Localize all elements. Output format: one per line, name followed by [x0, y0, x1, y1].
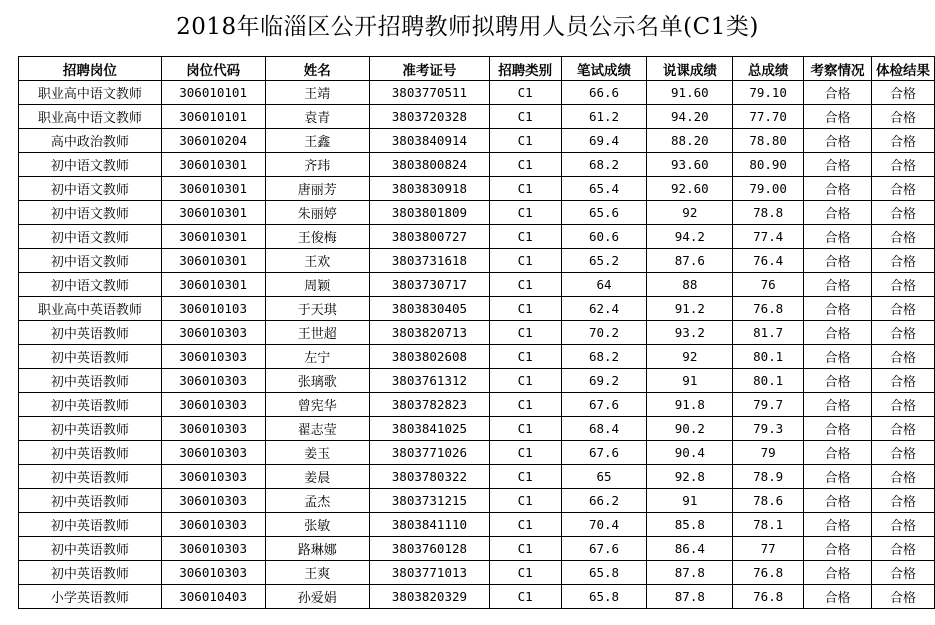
cell-exam-ticket: 3803841110	[370, 513, 490, 537]
cell-written-score: 64	[561, 273, 647, 297]
cell-category: C1	[489, 369, 561, 393]
table-row	[19, 201, 935, 225]
cell-category: C1	[489, 537, 561, 561]
cell-medical: 合格	[871, 585, 934, 609]
cell-inspection: 合格	[804, 465, 872, 489]
cell-name: 王鑫	[265, 129, 370, 153]
cell-medical: 合格	[871, 249, 934, 273]
table-row	[19, 345, 935, 369]
table-row	[19, 249, 935, 273]
cell-written-score: 65.4	[561, 177, 647, 201]
cell-category: C1	[489, 105, 561, 129]
table-row	[19, 369, 935, 393]
cell-lecture-score: 94.2	[647, 225, 733, 249]
cell-position: 高中政治教师	[19, 129, 162, 153]
cell-lecture-score: 94.20	[647, 105, 733, 129]
cell-name: 翟志莹	[265, 417, 370, 441]
cell-medical: 合格	[871, 417, 934, 441]
cell-position-code: 306010101	[161, 105, 265, 129]
cell-total-score: 80.90	[733, 153, 804, 177]
cell-written-score: 61.2	[561, 105, 647, 129]
table-row	[19, 393, 935, 417]
cell-position: 初中英语教师	[19, 441, 162, 465]
cell-written-score: 65.8	[561, 585, 647, 609]
cell-written-score: 62.4	[561, 297, 647, 321]
table-header-row	[19, 57, 935, 81]
cell-name: 张璃歌	[265, 369, 370, 393]
cell-total-score: 78.6	[733, 489, 804, 513]
cell-position-code: 306010301	[161, 153, 265, 177]
cell-category: C1	[489, 321, 561, 345]
cell-lecture-score: 88.20	[647, 129, 733, 153]
cell-name: 唐丽芳	[265, 177, 370, 201]
cell-lecture-score: 91.2	[647, 297, 733, 321]
cell-name: 王爽	[265, 561, 370, 585]
table-row	[19, 537, 935, 561]
cell-exam-ticket: 3803731215	[370, 489, 490, 513]
table-row	[19, 297, 935, 321]
cell-inspection: 合格	[804, 297, 872, 321]
cell-position-code: 306010403	[161, 585, 265, 609]
cell-position-code: 306010303	[161, 513, 265, 537]
cell-inspection: 合格	[804, 321, 872, 345]
cell-lecture-score: 87.6	[647, 249, 733, 273]
cell-total-score: 79.7	[733, 393, 804, 417]
cell-medical: 合格	[871, 297, 934, 321]
cell-inspection: 合格	[804, 537, 872, 561]
cell-exam-ticket: 3803801809	[370, 201, 490, 225]
cell-medical: 合格	[871, 489, 934, 513]
cell-lecture-score: 91	[647, 369, 733, 393]
cell-name: 曾宪华	[265, 393, 370, 417]
cell-inspection: 合格	[804, 585, 872, 609]
cell-written-score: 65	[561, 465, 647, 489]
cell-lecture-score: 88	[647, 273, 733, 297]
cell-total-score: 76.4	[733, 249, 804, 273]
cell-exam-ticket: 3803760128	[370, 537, 490, 561]
cell-inspection: 合格	[804, 225, 872, 249]
cell-total-score: 78.9	[733, 465, 804, 489]
cell-inspection: 合格	[804, 441, 872, 465]
cell-inspection: 合格	[804, 345, 872, 369]
cell-lecture-score: 87.8	[647, 585, 733, 609]
table-row	[19, 465, 935, 489]
cell-exam-ticket: 3803730717	[370, 273, 490, 297]
cell-position-code: 306010303	[161, 441, 265, 465]
cell-category: C1	[489, 465, 561, 489]
cell-inspection: 合格	[804, 81, 872, 105]
cell-position: 初中英语教师	[19, 417, 162, 441]
cell-total-score: 77.70	[733, 105, 804, 129]
cell-medical: 合格	[871, 81, 934, 105]
cell-written-score: 66.6	[561, 81, 647, 105]
cell-lecture-score: 92	[647, 345, 733, 369]
header-inspection: 考察情况	[804, 57, 872, 81]
cell-name: 孟杰	[265, 489, 370, 513]
cell-inspection: 合格	[804, 417, 872, 441]
table-row	[19, 513, 935, 537]
table-row	[19, 177, 935, 201]
cell-category: C1	[489, 345, 561, 369]
cell-inspection: 合格	[804, 273, 872, 297]
cell-exam-ticket: 3803771026	[370, 441, 490, 465]
cell-total-score: 79.00	[733, 177, 804, 201]
cell-category: C1	[489, 153, 561, 177]
cell-exam-ticket: 3803820329	[370, 585, 490, 609]
header-position: 招聘岗位	[19, 57, 162, 81]
cell-position: 初中英语教师	[19, 561, 162, 585]
cell-name: 齐玮	[265, 153, 370, 177]
cell-position-code: 306010303	[161, 489, 265, 513]
cell-category: C1	[489, 417, 561, 441]
cell-medical: 合格	[871, 345, 934, 369]
cell-written-score: 70.4	[561, 513, 647, 537]
cell-total-score: 77	[733, 537, 804, 561]
cell-written-score: 68.2	[561, 345, 647, 369]
cell-medical: 合格	[871, 393, 934, 417]
header-position-code: 岗位代码	[161, 57, 265, 81]
header-exam-ticket: 准考证号	[370, 57, 490, 81]
cell-lecture-score: 93.60	[647, 153, 733, 177]
table-row	[19, 561, 935, 585]
cell-written-score: 67.6	[561, 537, 647, 561]
cell-total-score: 76.8	[733, 561, 804, 585]
cell-position: 职业高中英语教师	[19, 297, 162, 321]
cell-written-score: 65.2	[561, 249, 647, 273]
cell-lecture-score: 92.8	[647, 465, 733, 489]
cell-exam-ticket: 3803731618	[370, 249, 490, 273]
cell-name: 左宁	[265, 345, 370, 369]
cell-inspection: 合格	[804, 177, 872, 201]
cell-exam-ticket: 3803840914	[370, 129, 490, 153]
cell-written-score: 67.6	[561, 393, 647, 417]
cell-total-score: 79.3	[733, 417, 804, 441]
table-row	[19, 153, 935, 177]
cell-name: 孙爱娟	[265, 585, 370, 609]
cell-position: 初中英语教师	[19, 489, 162, 513]
cell-total-score: 79	[733, 441, 804, 465]
cell-medical: 合格	[871, 561, 934, 585]
table-row	[19, 321, 935, 345]
cell-inspection: 合格	[804, 105, 872, 129]
cell-total-score: 80.1	[733, 369, 804, 393]
table-row	[19, 417, 935, 441]
cell-name: 张敏	[265, 513, 370, 537]
cell-name: 姜玉	[265, 441, 370, 465]
header-lecture-score: 说课成绩	[647, 57, 733, 81]
cell-position-code: 306010303	[161, 537, 265, 561]
cell-position-code: 306010301	[161, 273, 265, 297]
cell-position: 初中语文教师	[19, 153, 162, 177]
cell-exam-ticket: 3803800727	[370, 225, 490, 249]
cell-position: 职业高中语文教师	[19, 81, 162, 105]
cell-total-score: 76	[733, 273, 804, 297]
table-row	[19, 273, 935, 297]
cell-position: 小学英语教师	[19, 585, 162, 609]
cell-written-score: 60.6	[561, 225, 647, 249]
cell-medical: 合格	[871, 321, 934, 345]
cell-position: 初中语文教师	[19, 201, 162, 225]
cell-category: C1	[489, 489, 561, 513]
cell-inspection: 合格	[804, 393, 872, 417]
cell-medical: 合格	[871, 177, 934, 201]
cell-position: 初中英语教师	[19, 321, 162, 345]
cell-lecture-score: 91	[647, 489, 733, 513]
cell-exam-ticket: 3803800824	[370, 153, 490, 177]
cell-exam-ticket: 3803761312	[370, 369, 490, 393]
cell-lecture-score: 92	[647, 201, 733, 225]
cell-exam-ticket: 3803782823	[370, 393, 490, 417]
cell-inspection: 合格	[804, 561, 872, 585]
table-row	[19, 81, 935, 105]
cell-position: 职业高中语文教师	[19, 105, 162, 129]
candidate-table	[18, 56, 935, 609]
cell-lecture-score: 91.60	[647, 81, 733, 105]
cell-position: 初中语文教师	[19, 249, 162, 273]
cell-lecture-score: 87.8	[647, 561, 733, 585]
cell-name: 朱丽婷	[265, 201, 370, 225]
cell-category: C1	[489, 441, 561, 465]
cell-position: 初中英语教师	[19, 345, 162, 369]
cell-name: 王靖	[265, 81, 370, 105]
cell-inspection: 合格	[804, 489, 872, 513]
cell-category: C1	[489, 249, 561, 273]
cell-medical: 合格	[871, 513, 934, 537]
cell-medical: 合格	[871, 225, 934, 249]
cell-medical: 合格	[871, 105, 934, 129]
cell-name: 王俊梅	[265, 225, 370, 249]
cell-exam-ticket: 3803830405	[370, 297, 490, 321]
cell-category: C1	[489, 201, 561, 225]
cell-written-score: 65.8	[561, 561, 647, 585]
cell-total-score: 78.1	[733, 513, 804, 537]
cell-total-score: 81.7	[733, 321, 804, 345]
cell-total-score: 76.8	[733, 297, 804, 321]
cell-written-score: 69.4	[561, 129, 647, 153]
cell-position: 初中语文教师	[19, 273, 162, 297]
cell-total-score: 78.80	[733, 129, 804, 153]
cell-inspection: 合格	[804, 369, 872, 393]
cell-name: 王世超	[265, 321, 370, 345]
cell-total-score: 76.8	[733, 585, 804, 609]
cell-written-score: 66.2	[561, 489, 647, 513]
cell-medical: 合格	[871, 465, 934, 489]
cell-medical: 合格	[871, 441, 934, 465]
cell-inspection: 合格	[804, 153, 872, 177]
cell-position: 初中语文教师	[19, 225, 162, 249]
cell-written-score: 68.2	[561, 153, 647, 177]
cell-category: C1	[489, 297, 561, 321]
cell-medical: 合格	[871, 129, 934, 153]
table-row	[19, 225, 935, 249]
cell-position-code: 306010103	[161, 297, 265, 321]
cell-medical: 合格	[871, 537, 934, 561]
cell-name: 周颖	[265, 273, 370, 297]
cell-category: C1	[489, 177, 561, 201]
cell-category: C1	[489, 129, 561, 153]
cell-position-code: 306010303	[161, 321, 265, 345]
cell-category: C1	[489, 225, 561, 249]
header-name: 姓名	[265, 57, 370, 81]
cell-name: 姜晨	[265, 465, 370, 489]
cell-category: C1	[489, 393, 561, 417]
cell-lecture-score: 86.4	[647, 537, 733, 561]
cell-written-score: 68.4	[561, 417, 647, 441]
cell-position-code: 306010303	[161, 345, 265, 369]
cell-position: 初中英语教师	[19, 537, 162, 561]
table-row	[19, 441, 935, 465]
header-written-score: 笔试成绩	[561, 57, 647, 81]
cell-position: 初中语文教师	[19, 177, 162, 201]
cell-position-code: 306010301	[161, 177, 265, 201]
cell-exam-ticket: 3803771013	[370, 561, 490, 585]
cell-position-code: 306010303	[161, 561, 265, 585]
cell-inspection: 合格	[804, 201, 872, 225]
table-row	[19, 129, 935, 153]
cell-position-code: 306010204	[161, 129, 265, 153]
cell-medical: 合格	[871, 153, 934, 177]
cell-total-score: 78.8	[733, 201, 804, 225]
cell-medical: 合格	[871, 201, 934, 225]
cell-lecture-score: 85.8	[647, 513, 733, 537]
cell-name: 于天琪	[265, 297, 370, 321]
cell-position-code: 306010303	[161, 369, 265, 393]
cell-category: C1	[489, 585, 561, 609]
cell-exam-ticket: 3803780322	[370, 465, 490, 489]
cell-name: 路琳娜	[265, 537, 370, 561]
cell-inspection: 合格	[804, 249, 872, 273]
cell-medical: 合格	[871, 369, 934, 393]
cell-position: 初中英语教师	[19, 393, 162, 417]
cell-position-code: 306010303	[161, 393, 265, 417]
cell-written-score: 65.6	[561, 201, 647, 225]
cell-lecture-score: 92.60	[647, 177, 733, 201]
header-medical: 体检结果	[871, 57, 934, 81]
cell-exam-ticket: 3803770511	[370, 81, 490, 105]
cell-position-code: 306010303	[161, 417, 265, 441]
cell-exam-ticket: 3803802608	[370, 345, 490, 369]
cell-name: 王欢	[265, 249, 370, 273]
cell-exam-ticket: 3803841025	[370, 417, 490, 441]
cell-category: C1	[489, 561, 561, 585]
cell-category: C1	[489, 513, 561, 537]
cell-written-score: 70.2	[561, 321, 647, 345]
cell-inspection: 合格	[804, 513, 872, 537]
cell-position-code: 306010301	[161, 249, 265, 273]
cell-position-code: 306010301	[161, 201, 265, 225]
cell-category: C1	[489, 273, 561, 297]
cell-inspection: 合格	[804, 129, 872, 153]
cell-position: 初中英语教师	[19, 369, 162, 393]
header-category: 招聘类别	[489, 57, 561, 81]
table-row	[19, 105, 935, 129]
cell-lecture-score: 90.2	[647, 417, 733, 441]
cell-position-code: 306010101	[161, 81, 265, 105]
cell-lecture-score: 91.8	[647, 393, 733, 417]
cell-lecture-score: 93.2	[647, 321, 733, 345]
cell-position-code: 306010301	[161, 225, 265, 249]
cell-position: 初中英语教师	[19, 513, 162, 537]
cell-written-score: 67.6	[561, 441, 647, 465]
cell-name: 袁青	[265, 105, 370, 129]
cell-category: C1	[489, 81, 561, 105]
table-row	[19, 489, 935, 513]
cell-total-score: 79.10	[733, 81, 804, 105]
cell-medical: 合格	[871, 273, 934, 297]
cell-exam-ticket: 3803720328	[370, 105, 490, 129]
page-title: 2018年临淄区公开招聘教师拟聘用人员公示名单(C1类)	[176, 14, 759, 40]
cell-total-score: 80.1	[733, 345, 804, 369]
cell-written-score: 69.2	[561, 369, 647, 393]
cell-total-score: 77.4	[733, 225, 804, 249]
header-total-score: 总成绩	[733, 57, 804, 81]
cell-lecture-score: 90.4	[647, 441, 733, 465]
cell-exam-ticket: 3803820713	[370, 321, 490, 345]
cell-position: 初中英语教师	[19, 465, 162, 489]
table-row	[19, 585, 935, 609]
cell-exam-ticket: 3803830918	[370, 177, 490, 201]
cell-position-code: 306010303	[161, 465, 265, 489]
